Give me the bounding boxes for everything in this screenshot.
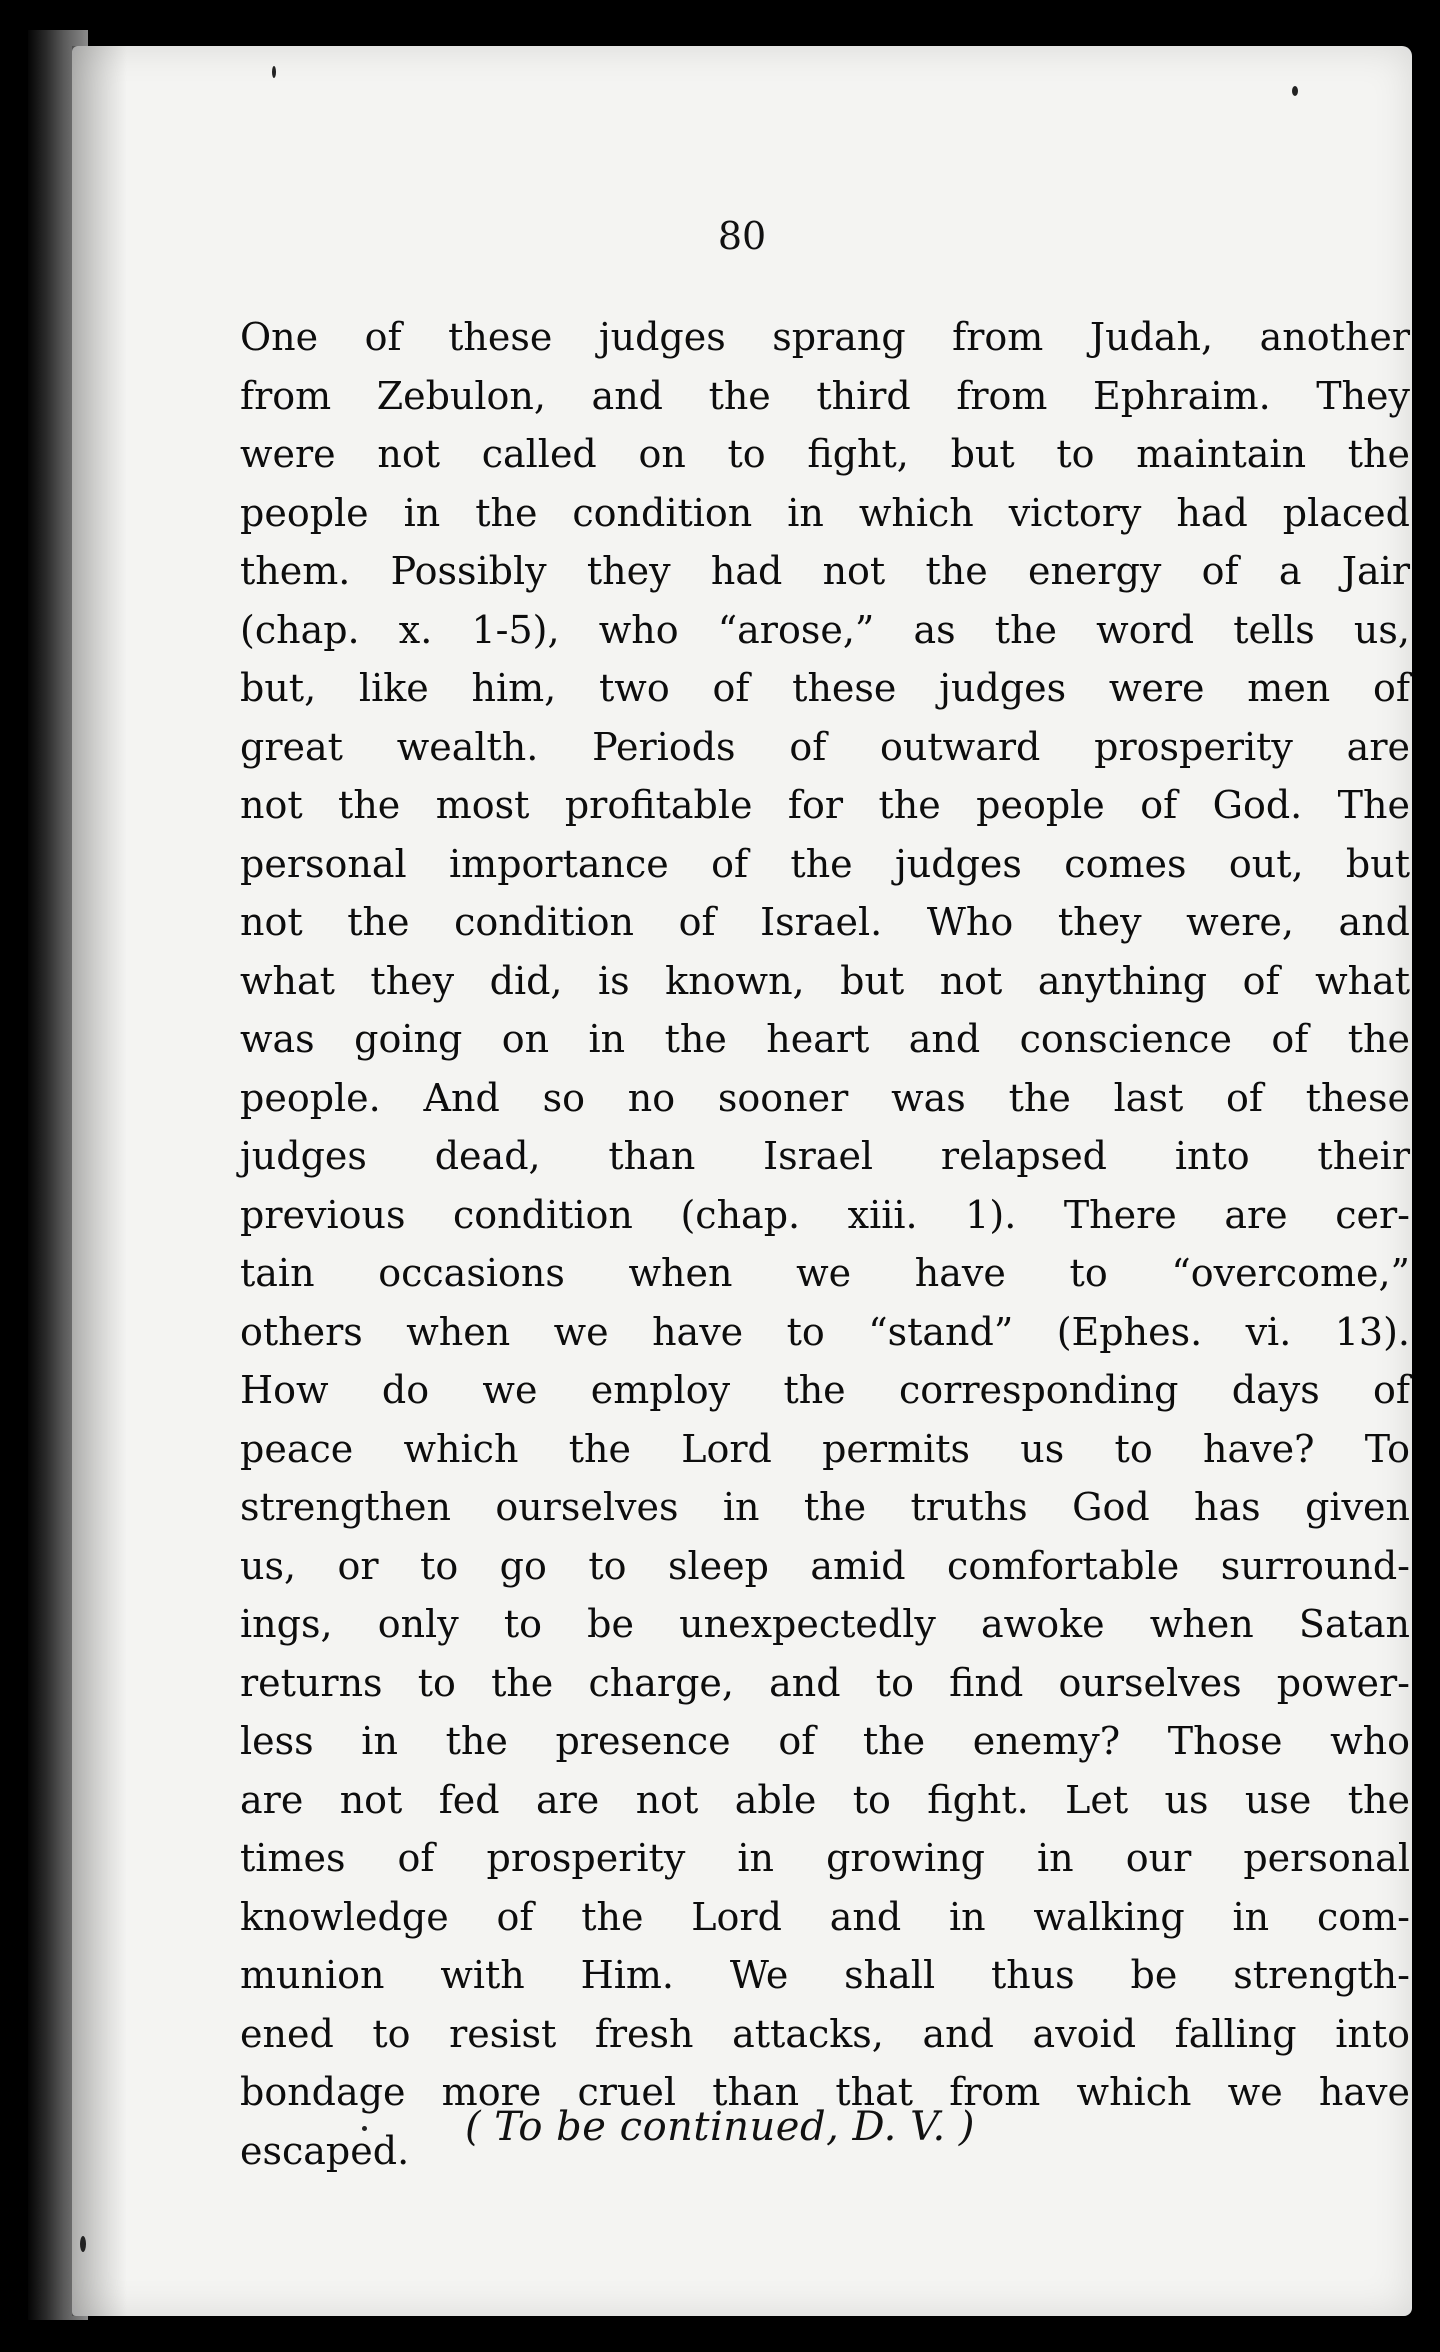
text-line: others when we have to “stand” (Ephes. vi. 13). [240, 1309, 1410, 1354]
book-page [72, 46, 1412, 2316]
text-line: One of these judges sprang from Judah, another [240, 315, 1410, 359]
text-line: escaped. [240, 2128, 410, 2173]
text-line: strengthen ourselves in the truths God has given [240, 1485, 1410, 1529]
text-line: tain occasions when we have to “overcome,” [240, 1251, 1410, 1295]
text-line: not the condition of Israel. Who they were, and [240, 900, 1410, 944]
text-line: previous condition (chap. xiii. 1). There are cer- [240, 1192, 1410, 1237]
text-line: peace which the Lord permits us to have? To [240, 1426, 1410, 1471]
ink-speck [1292, 86, 1298, 96]
text-line: were not called on to fight, but to maintain the [240, 432, 1410, 476]
text-line: people in the condition in which victory had placed [240, 490, 1410, 535]
text-line: (chap. x. 1-5), who “arose,” as the word tells us, [240, 607, 1410, 652]
text-line: people. And so no sooner was the last of these [240, 1075, 1410, 1120]
text-line: munion with Him. We shall thus be strength- [240, 1953, 1410, 1997]
body-paragraph [240, 308, 1410, 2180]
text-line: personal importance of the judges comes out, but [240, 841, 1410, 886]
text-line: How do we employ the corresponding days of [240, 1368, 1410, 1412]
text-line: less in the presence of the enemy? Those who [240, 1719, 1410, 1763]
text-line: knowledge of the Lord and in walking in com- [240, 1894, 1410, 1939]
text-line: us, or to go to sleep amid comfortable surround- [240, 1543, 1410, 1588]
text-line: but, like him, two of these judges were men of [240, 666, 1410, 710]
text-line: was going on in the heart and conscience of the [240, 1017, 1410, 1061]
text-line: returns to the charge, and to find ourselves power- [240, 1660, 1410, 1705]
text-line: judges dead, than Israel relapsed into their [240, 1134, 1410, 1178]
text-line: from Zebulon, and the third from Ephraim. They [240, 373, 1410, 418]
text-line: ings, only to be unexpectedly awoke when Satan [240, 1602, 1410, 1646]
text-line: what they did, is known, but not anything of what [240, 958, 1410, 1003]
page-number: 80 [717, 214, 767, 258]
text-line: times of prosperity in growing in our personal [240, 1836, 1410, 1880]
continued-note: ( To be continued, D. V. ) [464, 2104, 976, 2150]
text-line: bondage more cruel than that from which we have [240, 2070, 1410, 2114]
text-line: them. Possibly they had not the energy of a Jair [240, 549, 1410, 593]
text-line: are not fed are not able to fight. Let us use the [240, 1777, 1410, 1822]
text-line: ened to resist fresh attacks, and avoid falling into [240, 2011, 1410, 2056]
ink-speck [272, 66, 276, 78]
text-line: great wealth. Periods of outward prosperity are [240, 724, 1410, 769]
ink-speck [80, 2236, 86, 2252]
text-line: not the most profitable for the people of God. The [240, 783, 1410, 827]
